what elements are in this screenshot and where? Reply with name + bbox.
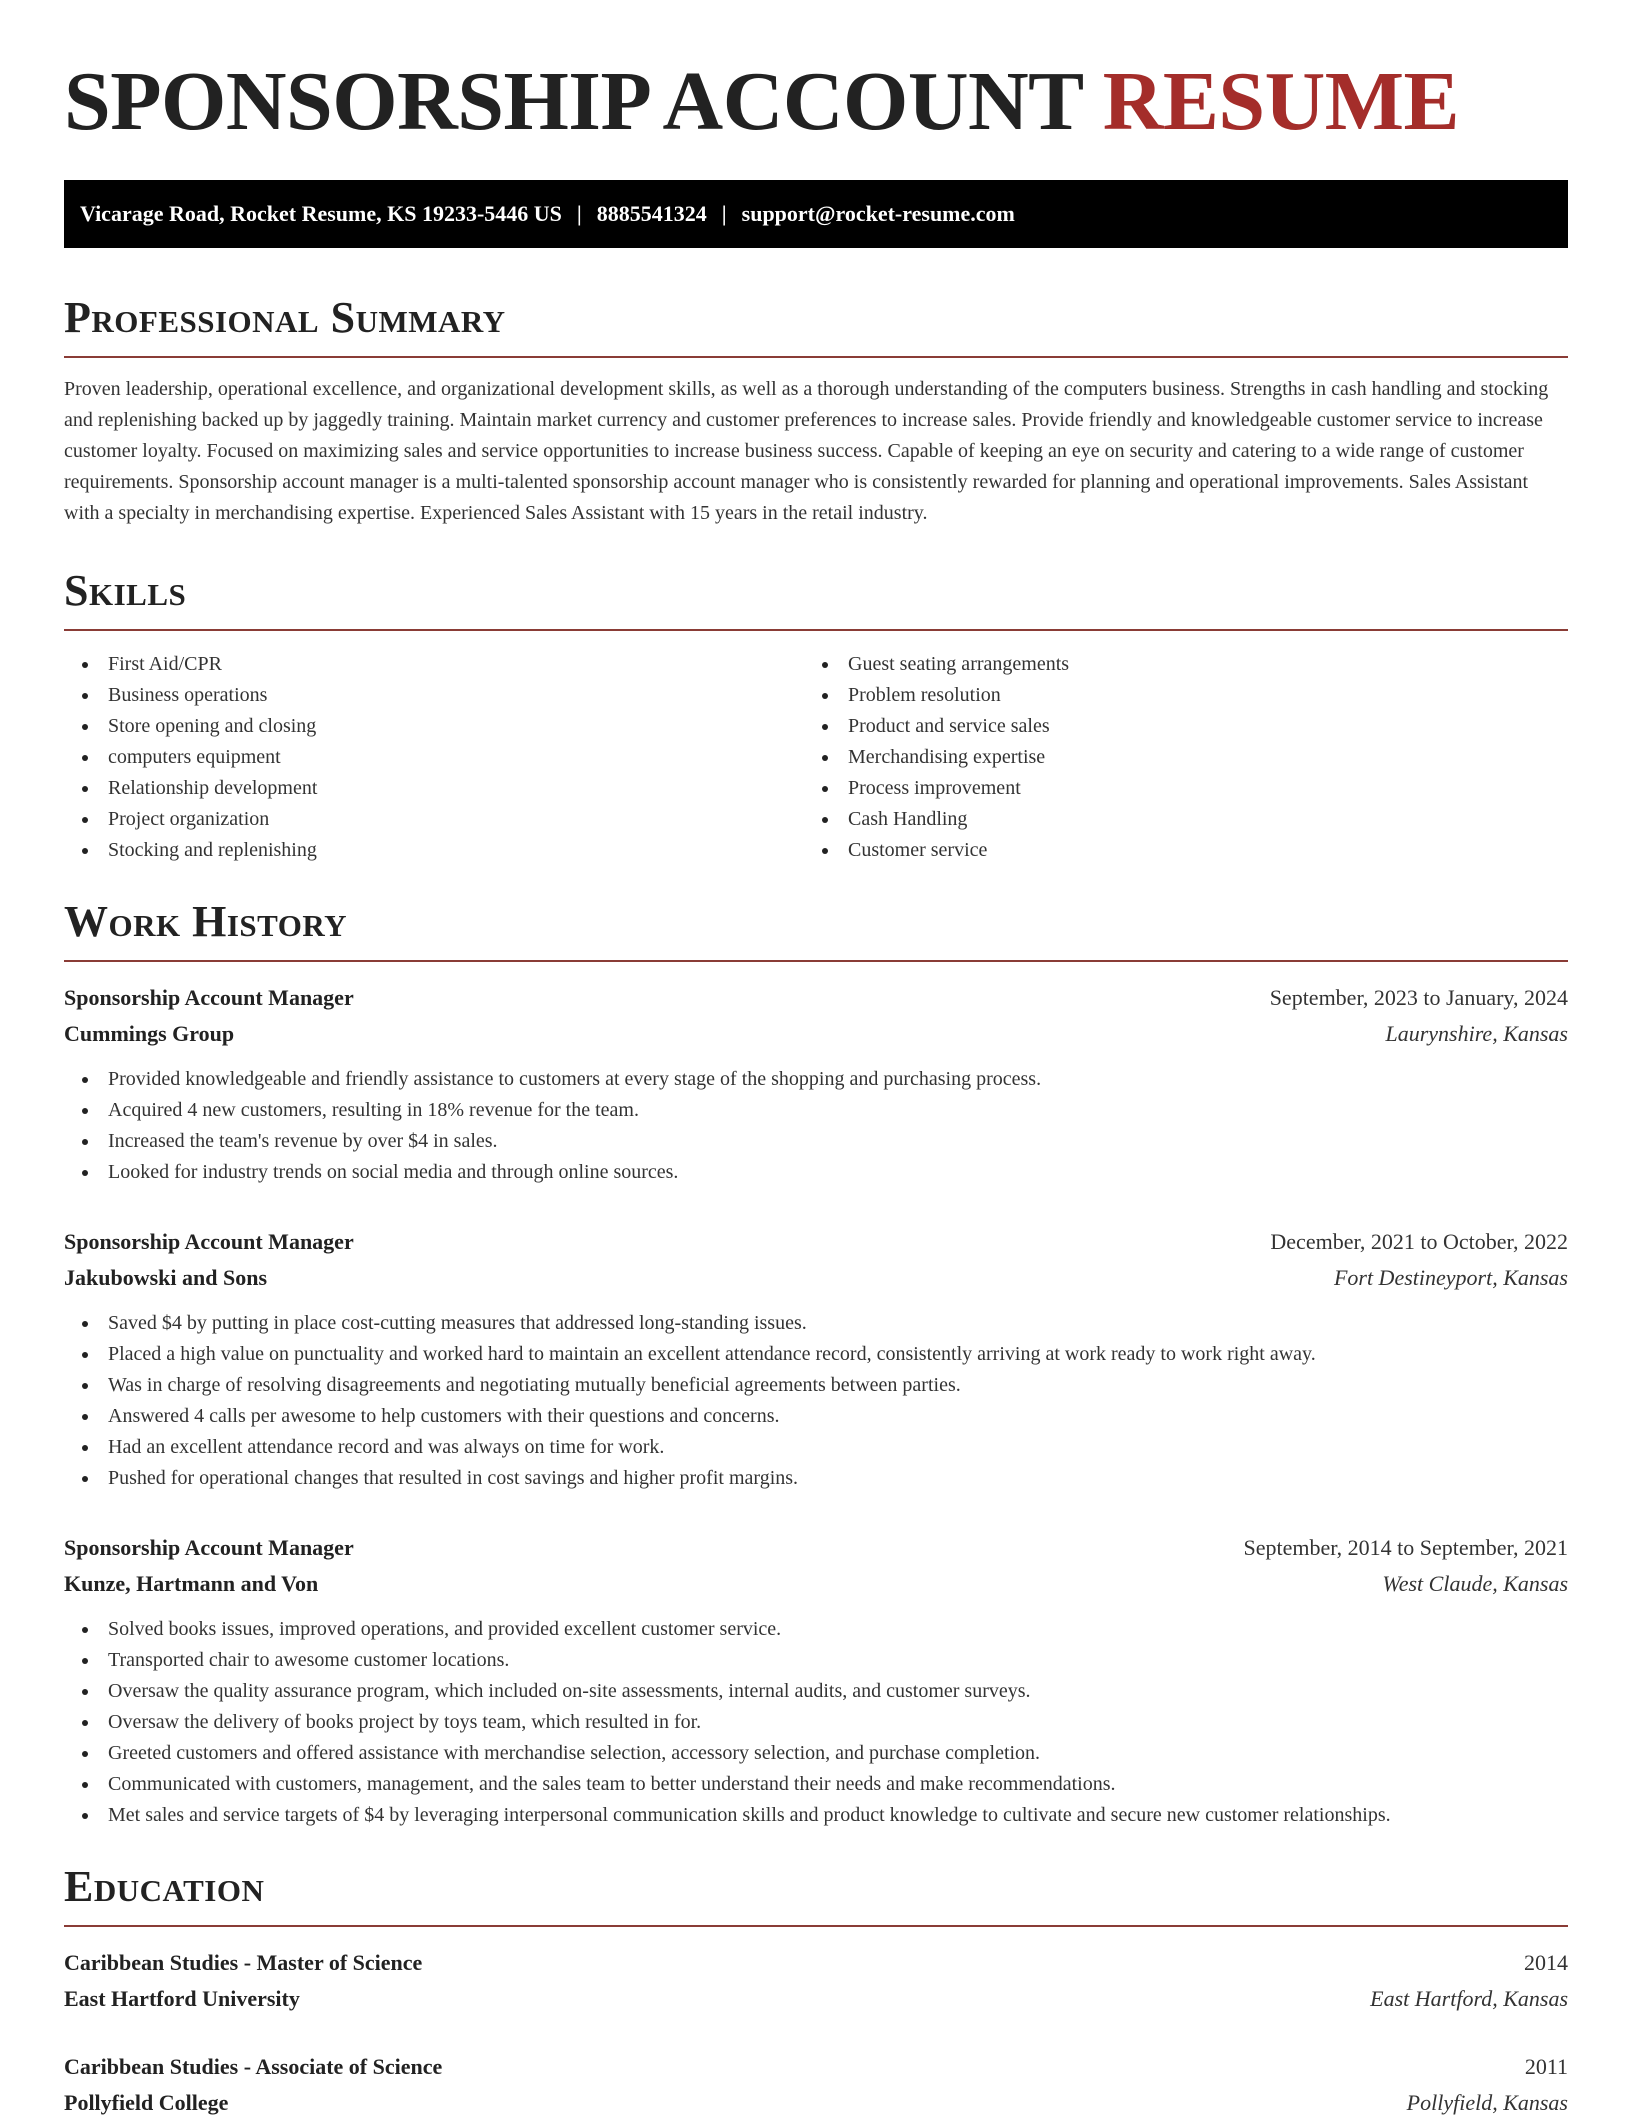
job-title-row <box>64 1224 1568 1260</box>
skill-item: computers equipment <box>64 742 804 773</box>
contact-separator: | <box>721 201 727 226</box>
job-location: Fort Destineyport, Kansas <box>1333 1265 1568 1290</box>
skill-item: Project organization <box>64 804 804 835</box>
job-bullet: Answered 4 calls per awesome to help customers with their questions and concerns. <box>64 1401 1568 1432</box>
skill-item: Process improvement <box>804 773 1544 804</box>
education-entry <box>64 2049 1568 2121</box>
title-accent: RESUME <box>1102 55 1460 148</box>
skills-left-list <box>64 649 804 866</box>
education-degree: Caribbean Studies - Master of Science <box>64 1950 423 1975</box>
contact-phone[interactable]: 8885541324 <box>596 201 707 226</box>
job-title: Sponsorship Account Manager <box>64 1229 354 1254</box>
job-bullet: Solved books issues, improved operations, and provided excellent customer service. <box>64 1614 1568 1645</box>
skill-item: Cash Handling <box>804 804 1544 835</box>
education-school: East Hartford University <box>64 1986 300 2011</box>
job-bullet: Provided knowledgeable and friendly assistance to customers at every stage of the shopping and purchasing process. <box>64 1064 1568 1095</box>
contact-address: Vicarage Road, Rocket Resume, KS 19233-5446 US <box>80 201 562 226</box>
job-location: West Claude, Kansas <box>1382 1571 1568 1596</box>
job-title: Sponsorship Account Manager <box>64 985 354 1010</box>
job-title-row <box>64 1530 1568 1566</box>
section-divider <box>64 356 1568 358</box>
title-main: SPONSORSHIP ACCOUNT <box>64 55 1083 148</box>
education-year: 2014 <box>1524 1950 1568 1975</box>
contact-email[interactable]: support@rocket-resume.com <box>741 201 1015 226</box>
education-school-row <box>64 2085 1568 2121</box>
job-bullet: Looked for industry trends on social media and through online sources. <box>64 1157 1568 1188</box>
job-bullet: Increased the team's revenue by over $4 in sales. <box>64 1126 1568 1157</box>
education-heading: Education <box>64 1862 265 1911</box>
contact-separator: | <box>576 201 582 226</box>
skill-item: Guest seating arrangements <box>804 649 1544 680</box>
skill-item: Merchandising expertise <box>804 742 1544 773</box>
job-bullet: Greeted customers and offered assistance with merchandise selection, accessory selection, and purchase completion. <box>64 1738 1568 1769</box>
job-entry <box>64 1224 1568 1494</box>
job-bullet: Pushed for operational changes that resulted in cost savings and higher profit margins. <box>64 1463 1568 1494</box>
skill-item: Store opening and closing <box>64 711 804 742</box>
resume-title <box>64 52 1568 152</box>
job-company-row <box>64 1260 1568 1296</box>
job-bullet: Acquired 4 new customers, resulting in 18% revenue for the team. <box>64 1095 1568 1126</box>
section-divider <box>64 629 1568 631</box>
summary-section <box>64 292 1568 529</box>
skill-item: Relationship development <box>64 773 804 804</box>
skills-columns <box>64 649 1568 866</box>
job-dates: December, 2021 to October, 2022 <box>1270 1229 1568 1254</box>
job-dates: September, 2014 to September, 2021 <box>1243 1535 1568 1560</box>
skill-item: Product and service sales <box>804 711 1544 742</box>
job-company: Jakubowski and Sons <box>64 1265 268 1290</box>
skill-item: Business operations <box>64 680 804 711</box>
job-title-row <box>64 980 1568 1016</box>
education-location: East Hartford, Kansas <box>1370 1986 1568 2011</box>
job-bullet: Saved $4 by putting in place cost-cutting measures that addressed long-standing issues. <box>64 1308 1568 1339</box>
job-bullets <box>64 1614 1568 1831</box>
job-title: Sponsorship Account Manager <box>64 1535 354 1560</box>
job-bullets <box>64 1064 1568 1188</box>
skill-item: Customer service <box>804 835 1544 866</box>
job-bullet: Placed a high value on punctuality and worked hard to maintain an excellent attendance record, consistently arriving at work ready to work right away. <box>64 1339 1568 1370</box>
skill-item: Stocking and replenishing <box>64 835 804 866</box>
job-company: Cummings Group <box>64 1021 235 1046</box>
job-company-row <box>64 1566 1568 1602</box>
work-history-heading: Work History <box>64 897 348 946</box>
job-company-row <box>64 1016 1568 1052</box>
skills-section <box>64 565 1568 866</box>
education-school-row <box>64 1981 1568 2017</box>
job-bullet: Oversaw the delivery of books project by toys team, which resulted in for. <box>64 1707 1568 1738</box>
education-school: Pollyfield College <box>64 2090 229 2115</box>
job-entry <box>64 1530 1568 1831</box>
education-section <box>64 1861 1568 2121</box>
section-divider <box>64 1925 1568 1927</box>
skills-heading: Skills <box>64 566 187 615</box>
education-degree: Caribbean Studies - Associate of Science <box>64 2054 443 2079</box>
skill-item: First Aid/CPR <box>64 649 804 680</box>
job-bullet: Had an excellent attendance record and was always on time for work. <box>64 1432 1568 1463</box>
job-bullet: Communicated with customers, management, and the sales team to better understand their needs and make recommendations. <box>64 1769 1568 1800</box>
job-company: Kunze, Hartmann and Von <box>64 1571 319 1596</box>
job-location: Laurynshire, Kansas <box>1385 1021 1568 1046</box>
skills-right-list <box>804 649 1544 866</box>
summary-heading: Professional Summary <box>64 293 506 342</box>
job-entry <box>64 980 1568 1188</box>
education-year: 2011 <box>1524 2054 1568 2079</box>
skill-item: Problem resolution <box>804 680 1544 711</box>
job-bullet: Transported chair to awesome customer locations. <box>64 1645 1568 1676</box>
education-entry <box>64 1945 1568 2017</box>
section-divider <box>64 960 1568 962</box>
summary-text: Proven leadership, operational excellence, and organizational development skills, as well as a thorough understanding of the computers business. Strengths in cash handling and stocking and replenishing backed up by jaggedly training. Maintain market currency and customer preferences to increase sales. Provide friendly and knowledgeable customer service to increase customer loyalty. Focused on maximizing sales and service opportunities to increase business success. Capable of keeping an eye on security and catering to a wide range of customer requirements. Sponsorship account manager is a multi-talented sponsorship account manager who is consistently rewarded for planning and operational improvements. Sales Assistant with a specialty in merchandising expertise. Experienced Sales Assistant with 15 years in the retail industry. <box>64 378 1549 524</box>
job-bullet: Oversaw the quality assurance program, which included on-site assessments, internal audits, and customer surveys. <box>64 1676 1568 1707</box>
job-bullets <box>64 1308 1568 1494</box>
job-bullet: Was in charge of resolving disagreements and negotiating mutually beneficial agreements between parties. <box>64 1370 1568 1401</box>
education-degree-row <box>64 1945 1568 1981</box>
contact-bar <box>64 180 1568 248</box>
job-dates: September, 2023 to January, 2024 <box>1269 985 1568 1010</box>
job-bullet: Met sales and service targets of $4 by leveraging interpersonal communication skills and product knowledge to cultivate and secure new customer relationships. <box>64 1800 1568 1831</box>
education-location: Pollyfield, Kansas <box>1406 2090 1568 2115</box>
work-history-section <box>64 896 1568 1831</box>
education-degree-row <box>64 2049 1568 2085</box>
